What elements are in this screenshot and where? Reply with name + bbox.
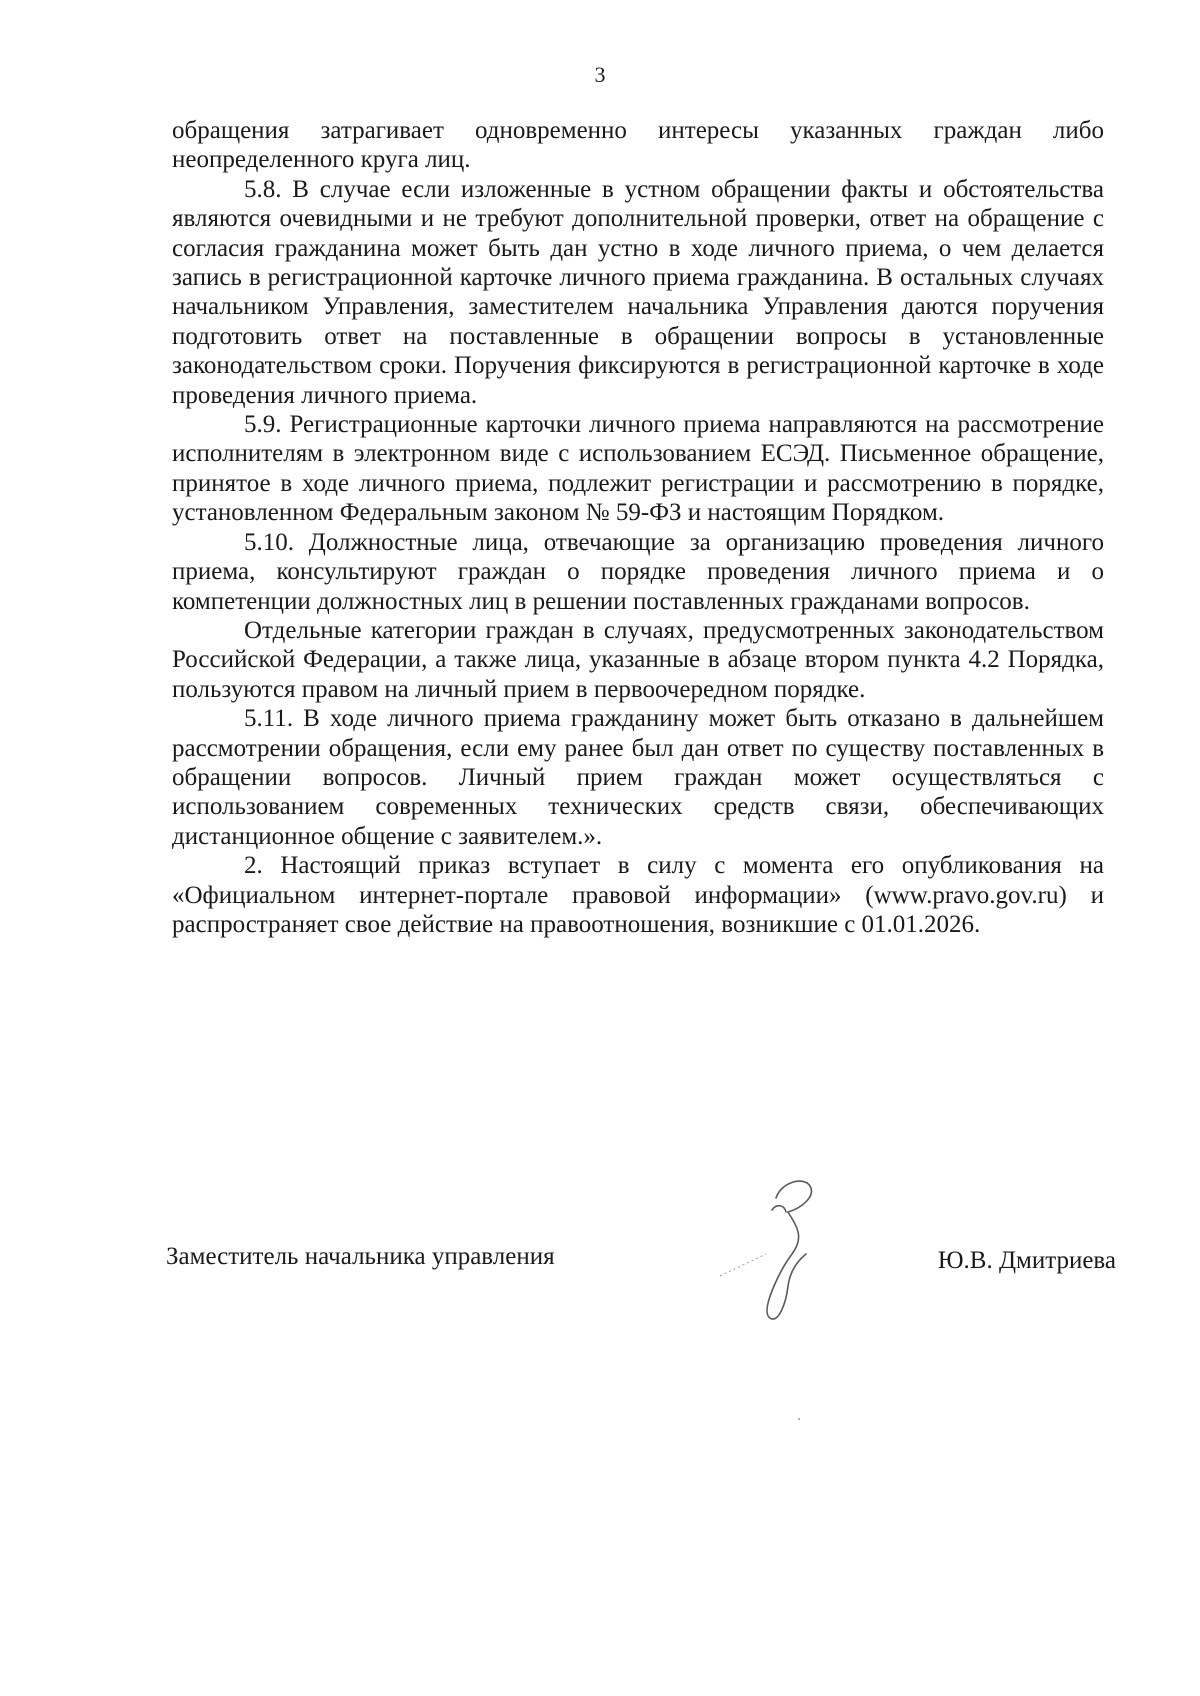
paragraph-5-8: 5.8. В случае если изложенные в устном обращении факты и обстоятельства являются очевидными и не требуют дополнительной проверки, ответ на обращение с согласия гражданина может быть дан устно в ходе личного приема, о чем делается запись в регистрационной карточке личного приема гражданина. В остальных случаях начальником Управления, заместителем начальника Управления даются поручения подготовить ответ на поставленные в обращении вопросы в установленные законодательством сроки. Поручения фиксируются в регистрационной карточке в ходе проведения личного приема. <box>172 175 1104 409</box>
paragraph-5-9: 5.9. Регистрационные карточки личного приема направляются на рассмотрение исполнителям в электронном виде с использованием ЕСЭД. Письменное обращение, принятое в ходе личного приема, подлежит регистрации и рассмотрению в порядке, установленном Федеральным законом № 59-ФЗ и настоящим Порядком. <box>172 411 1104 527</box>
signatory-name: Ю.В. Дмитриева <box>937 1247 1116 1274</box>
page-number: 3 <box>594 62 606 87</box>
handwritten-signature <box>706 1168 876 1338</box>
scan-speck <box>798 1418 800 1420</box>
paragraph-5-10: 5.10. Должностные лица, отвечающие за организацию проведения личного приема, консультируют граждан о порядке проведения личного приема и о компетенции должностных лиц в решении поставленных гражданами вопросов. <box>172 528 1104 615</box>
signatory-position: Заместитель начальника управления <box>166 1243 555 1270</box>
body-text <box>172 116 1104 939</box>
signature-block <box>166 1238 1116 1358</box>
paragraph-effective-date: 2. Настоящий приказ вступает в силу с момента его опубликования на «Официальном интернет-портале правовой информации» (www.pravo.gov.ru) и распространяет свое действие на правоотношения, возникшие с 01.01.2026. <box>172 852 1104 938</box>
paragraph-priority-categories: Отдельные категории граждан в случаях, предусмотренных законодательством Российской Федерации, а также лица, указанные в абзаце втором пункта 4.2 Порядка, пользуются правом на личный прием в первоочередном порядке. <box>172 616 1104 703</box>
paragraph-continuation: обращения затрагивает одновременно интересы указанных граждан либо неопределенного круга лиц. <box>172 117 1104 174</box>
paragraph-5-11: 5.11. В ходе личного приема гражданину может быть отказано в дальнейшем рассмотрении обращения, если ему ранее был дан ответ по существу поставленных в обращении вопросов. Личный прием граждан может осуществляться с использованием современных технических средств связи, обеспечивающих дистанционное общение с заявителем.». <box>172 705 1104 850</box>
